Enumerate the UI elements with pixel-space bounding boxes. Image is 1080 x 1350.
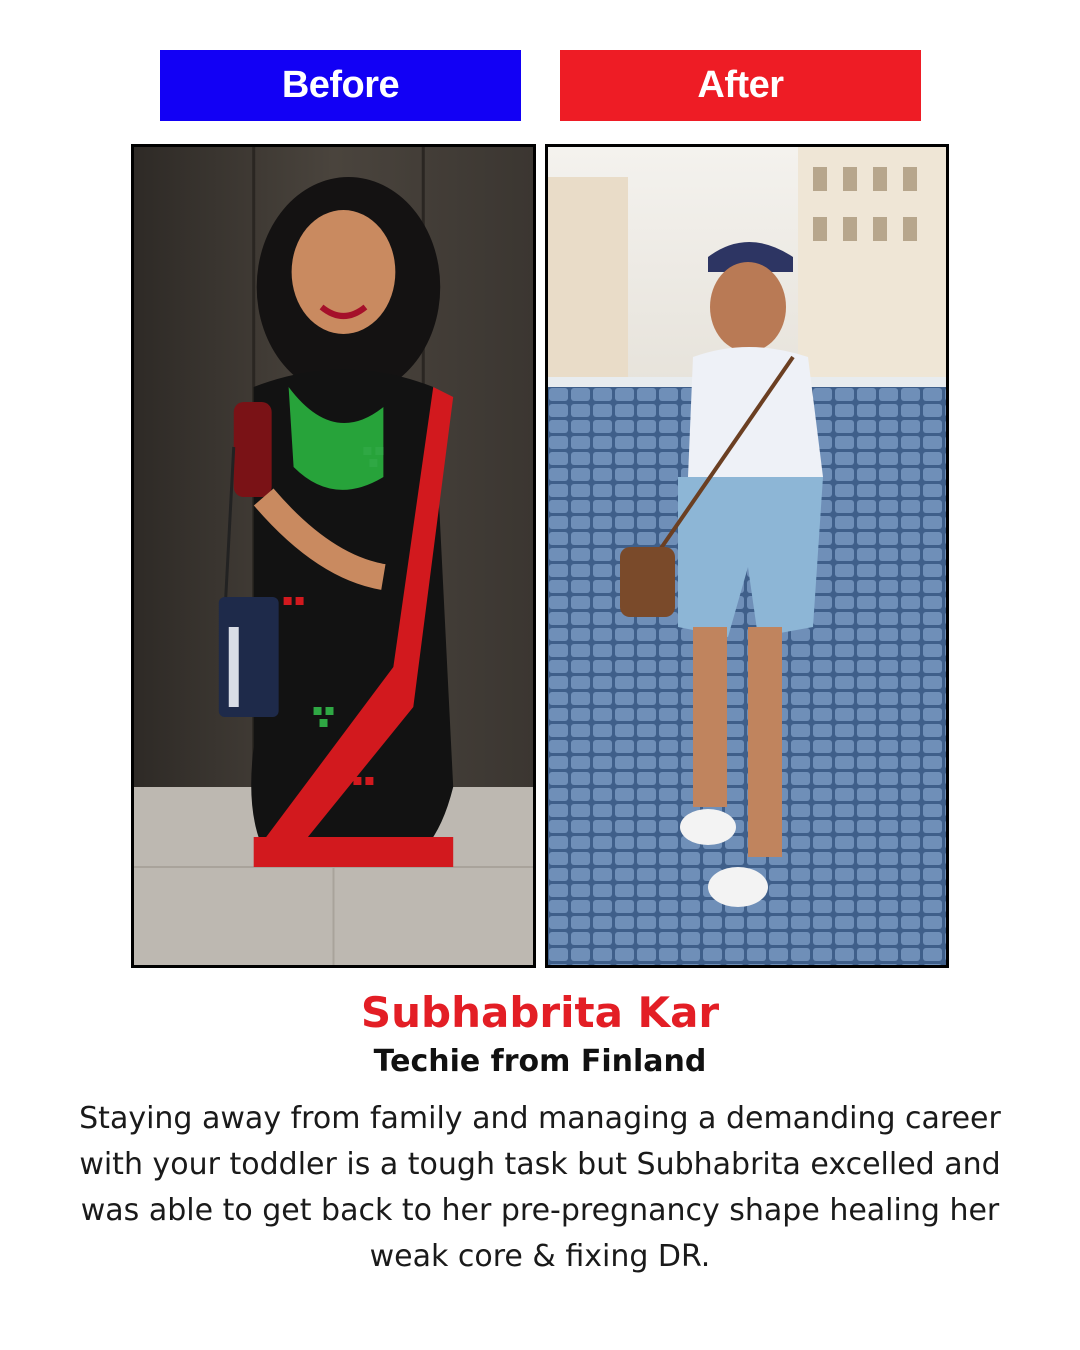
after-photo	[545, 144, 949, 968]
after-label: After	[560, 50, 921, 121]
testimonial-name: Subhabrita Kar	[360, 988, 720, 1037]
testimonial-description: Staying away from family and managing a demanding career with your toddler is a tough task but Subhabrita excelled and was able to get back to her pre-pregnancy shape healing her weak core & fixing DR.	[79, 1101, 1001, 1274]
testimonial-role: Techie from Finland	[373, 1044, 707, 1079]
after-photo-illustration	[548, 147, 946, 965]
before-photo-illustration	[134, 147, 533, 965]
before-label: Before	[160, 50, 521, 121]
before-photo	[131, 144, 536, 968]
